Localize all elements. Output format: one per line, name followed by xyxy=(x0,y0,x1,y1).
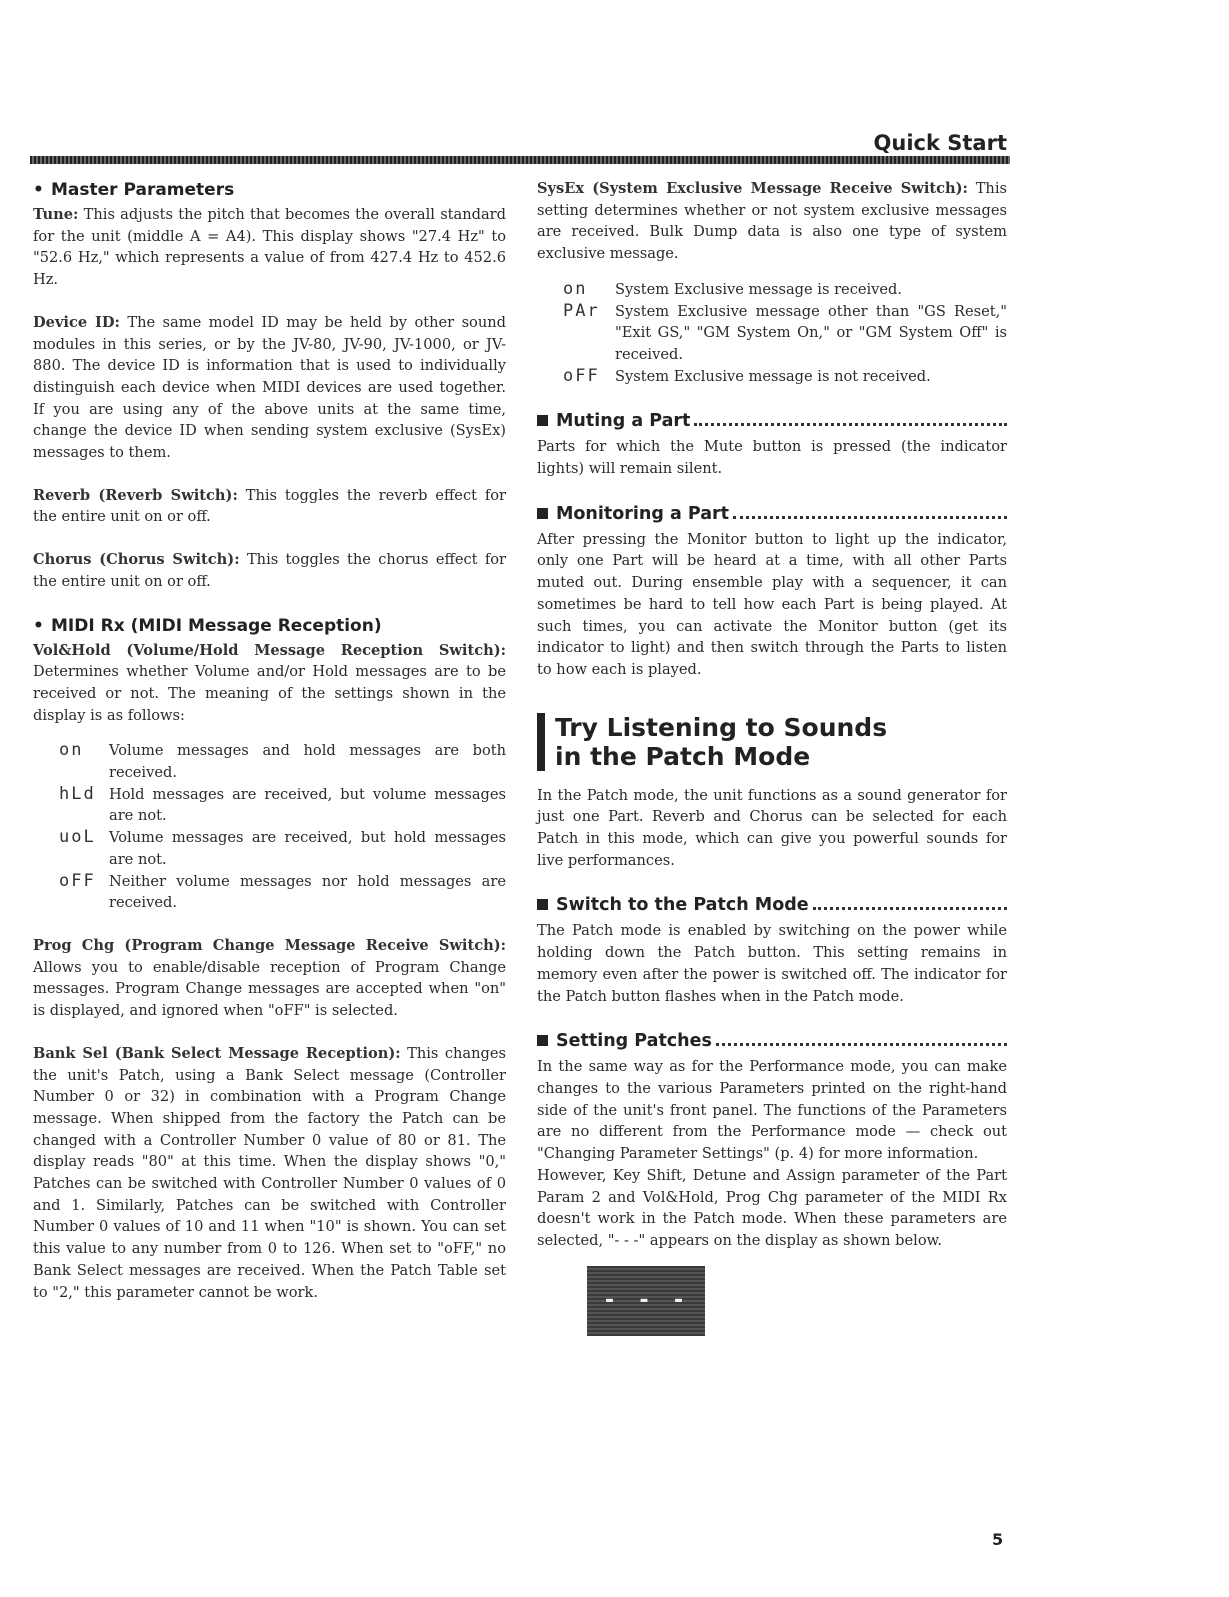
sysex-paragraph: SysEx (System Exclusive Message Receive Switch): This setting determines whether or not system exclusive messages are received. Bulk Dump data is also one type of system exclusive message. xyxy=(537,180,1007,263)
option-item: oFF System Exclusive message is not received. xyxy=(537,366,1007,388)
lcd-code: PAr xyxy=(563,300,600,321)
dot-leader xyxy=(813,907,1007,910)
muting-paragraph: Parts for which the Mute button is pressed (the indicator lights) will remain silent. xyxy=(537,438,1007,478)
master-parameters-heading: • Master Parameters xyxy=(33,180,235,200)
dot-leader xyxy=(733,516,1007,519)
square-bullet-icon xyxy=(537,1035,548,1046)
square-bullet-icon xyxy=(537,415,548,426)
switch-patch-heading: Switch to the Patch Mode xyxy=(537,892,1007,918)
setting-patches-paragraph-1: In the same way as for the Performance mode, you can make changes to the various Parameters printed on the right-hand side of the unit's front panel. The functions of the Parameters are no different from the Performance mode — check out "Changing Parameter Settings" (p. 4) for more information. xyxy=(537,1058,1007,1163)
volhold-paragraph: Vol&Hold (Volume/Hold Message Reception Switch): Determines whether Volume and/or Hold messages are to be received or not. The meaning of the settings shown in the display is as follows: xyxy=(33,641,506,724)
lcd-code: uoL xyxy=(59,827,96,848)
option-item: uoL Volume messages are received, but hold messages are not. xyxy=(33,827,506,870)
option-item: on Volume messages and hold messages are both received. xyxy=(33,740,506,783)
reverb-paragraph: Reverb (Reverb Switch): This toggles the reverb effect for the entire unit on or off. xyxy=(33,486,507,526)
square-bullet-icon xyxy=(537,508,548,519)
volhold-options xyxy=(33,740,506,914)
sysex-options xyxy=(537,279,1007,388)
try-listening-paragraph: In the Patch mode, the unit functions as a sound generator for just one Part. Reverb and Chorus can be selected for each Patch in this mode, which can give you powerful sounds for live performances. xyxy=(537,786,1007,869)
bank-sel-paragraph: Bank Sel (Bank Select Message Reception): This changes the unit's Patch, using a Bank Select message (Controller Number 0 or 32) in combination with a Program Change message. When shipped from the factory the Patch can be changed with a Controller Number 0 value of 80 or 81. The display reads "80" at this time. When the display shows "0," Patches can be switched with Controller Number 0 values of 0 and 1. Similarly, Patches can be switched with Controller Number 0 values of 10 and 11 when "10" is shown. You can set this value to any number from 0 to 126. When set to "oFF," no Bank Select messages are received. When the Patch Table set to "2," this parameter cannot be work. xyxy=(33,1044,507,1301)
lcd-display: - - - xyxy=(587,1266,705,1336)
page-header-title: Quick Start xyxy=(873,131,1007,155)
dot-leader xyxy=(716,1043,1007,1046)
bullet: • xyxy=(33,180,44,200)
setting-patches-paragraph-2: However, Key Shift, Detune and Assign parameter of the Part Param 2 and Vol&Hold, Prog Chg parameter of the MIDI Rx doesn't work in the Patch mode. When these parameters are selected, "- - -" appears on the display as shown below. xyxy=(537,1166,1007,1249)
right-column xyxy=(537,178,1007,1336)
option-item: on System Exclusive message is received. xyxy=(537,279,1007,301)
chorus-paragraph: Chorus (Chorus Switch): This toggles the chorus effect for the entire unit on or off. xyxy=(33,551,506,590)
dot-leader xyxy=(694,423,1007,426)
switch-patch-paragraph: The Patch mode is enabled by switching on the power while holding down the Patch button. This setting remains in memory even after the power is switched off. The indicator for the Patch button flashes when in the Patch mode. xyxy=(537,922,1007,1005)
midi-rx-heading: • MIDI Rx (MIDI Message Reception) xyxy=(33,615,382,636)
heading-bar xyxy=(537,713,545,771)
lcd-code: oFF xyxy=(563,365,600,386)
monitoring-paragraph: After pressing the Monitor button to light up the indicator, only one Part will be heard at a time, with all other Parts muted out. During ensemble play with a sequencer, it can sometimes be hard to tell how each Part is being played. At such times, you can activate the Monitor button (get its indicator to light) and then switch through the Parts to listen to how each is played. xyxy=(537,530,1007,678)
prog-chg-term: Prog Chg (Program Change Message Receive Switch): xyxy=(33,936,506,954)
device-id-paragraph: Device ID: The same model ID may be held by other sound modules in this series, or by the JV-80, JV-90, JV-1000, or JV-880. The device ID is information that is used to individually distinguish each device when MIDI devices are used together. If you are using any of the above units at the same time, change the device ID when sending system exclusive (SysEx) messages to them. xyxy=(33,313,506,462)
device-id-term: Device ID: xyxy=(33,313,120,331)
muting-heading: Muting a Part xyxy=(537,408,1007,434)
page-number: 5 xyxy=(992,1530,1004,1549)
lcd-code: on xyxy=(59,740,84,761)
try-listening-heading: Try Listening to Sounds in the Patch Mode xyxy=(537,713,1007,771)
bank-sel-term: Bank Sel (Bank Select Message Reception): xyxy=(33,1044,401,1062)
option-item: hLd Hold messages are received, but volume messages are not. xyxy=(33,784,506,827)
square-bullet-icon xyxy=(537,899,548,910)
prog-chg-paragraph: Prog Chg (Program Change Message Receive Switch): Allows you to enable/disable reception of Program Change messages. Program Change messages are accepted when "on" is displayed, and ignored when "oFF" is selected. xyxy=(33,936,506,1020)
left-column xyxy=(33,178,506,1303)
tune-term: Tune: xyxy=(33,206,79,223)
chorus-term: Chorus (Chorus Switch): xyxy=(33,551,240,569)
sysex-term: SysEx (System Exclusive Message Receive Switch): xyxy=(537,180,968,197)
volhold-term: Vol&Hold (Volume/Hold Message Reception Switch): xyxy=(33,641,506,659)
lcd-code: hLd xyxy=(59,783,96,804)
option-item: PAr System Exclusive message other than "GS Reset," "Exit GS," "GM System On," or "GM System Off" is received. xyxy=(537,301,1007,366)
header-rule xyxy=(30,156,1010,164)
monitoring-heading: Monitoring a Part xyxy=(537,501,1007,527)
lcd-code: oFF xyxy=(59,870,96,891)
setting-patches-heading: Setting Patches xyxy=(537,1028,1007,1054)
reverb-term: Reverb (Reverb Switch): xyxy=(33,486,238,504)
tune-paragraph: Tune: This adjusts the pitch that becomes the overall standard for the unit (middle A = A4). This display shows "27.4 Hz" to "52.6 Hz," which represents a value of from 427.4 Hz to 452.6 Hz. xyxy=(33,206,507,289)
lcd-code: on xyxy=(563,278,588,299)
option-item: oFF Neither volume messages nor hold messages are received. xyxy=(33,871,506,914)
bullet: • xyxy=(33,615,44,636)
